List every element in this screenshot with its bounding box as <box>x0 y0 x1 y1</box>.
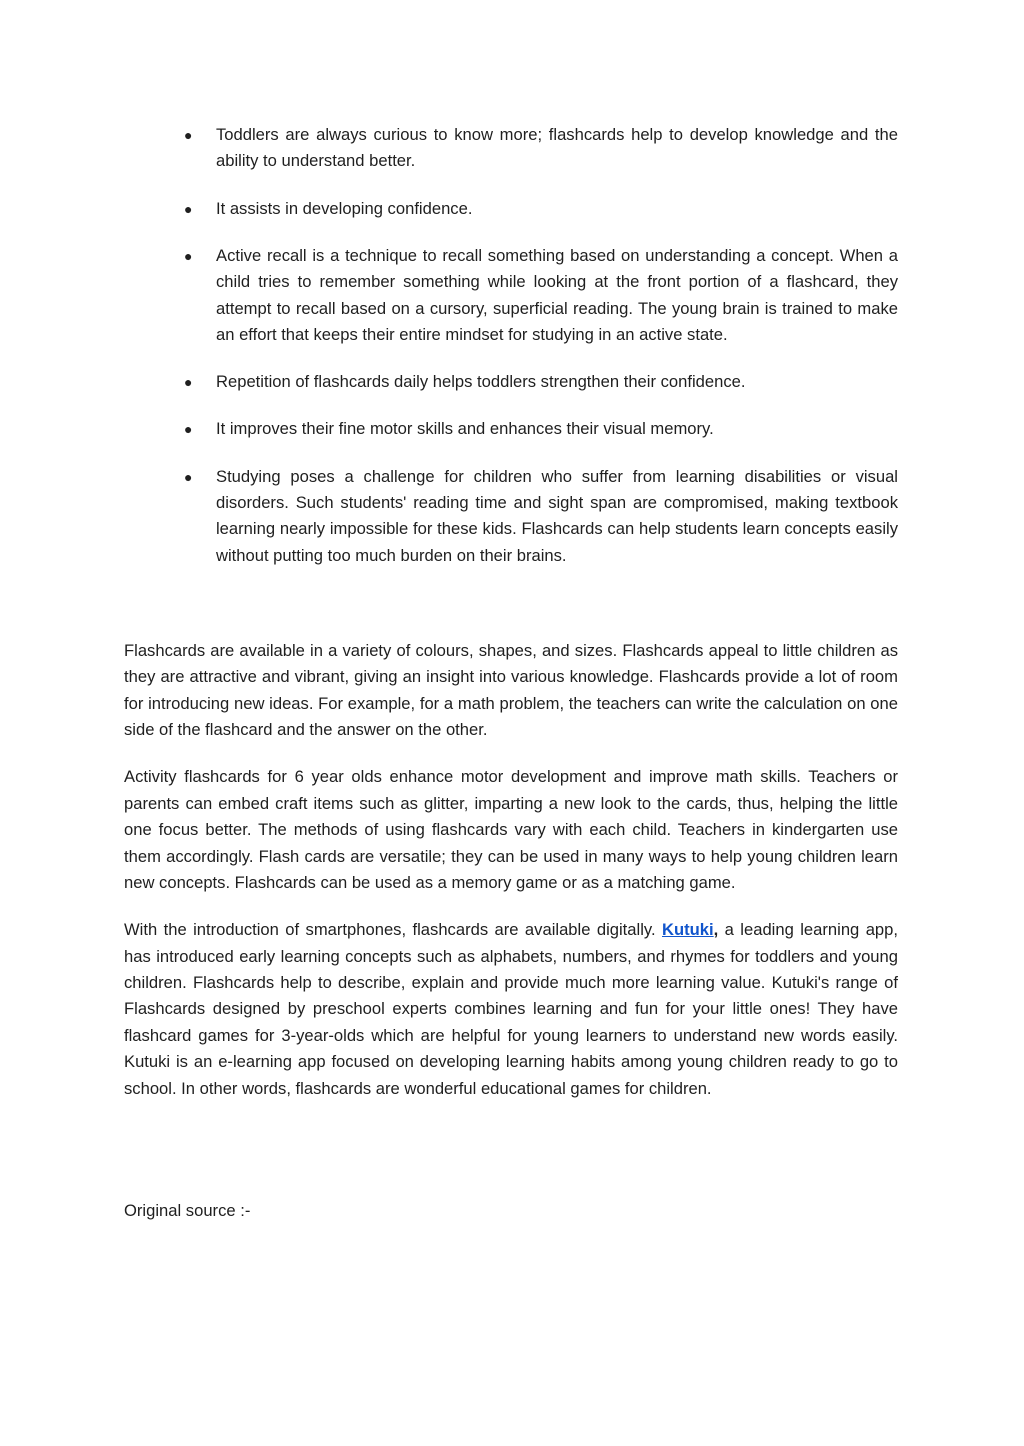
bullet-text: Active recall is a technique to recall something based on understanding a concept. When a child tries to remember something while looking at the front portion of a flashcard, they attempt to recall based on a cursory, superficial reading. The young brain is trained to make an effort that keeps their entire mindset for studying in an active state. <box>216 245 898 345</box>
bullet-dot-icon: ● <box>184 200 193 217</box>
bullet-text: Repetition of flashcards daily helps toddlers strengthen their confidence. <box>216 372 746 392</box>
paragraph-activity-flashcards: Activity flashcards for 6 year olds enhance motor development and improve math skills. Teachers or parents can embed craft items such as glitter, imparting a new look to the cards, thus, helping the little one focus better. The methods of using flashcards vary with each child. Teachers in kindergarten use them accordingly. Flash cards are versatile; they can be used in many ways to help young children learn new concepts. Flashcards can be used as a memory game or as a matching game. <box>124 767 898 893</box>
bullet-item <box>184 122 898 175</box>
bullet-item <box>184 196 898 222</box>
paragraph-text-before-link: With the introduction of smartphones, flashcards are available digitally. <box>124 920 662 940</box>
bullet-item <box>184 369 898 395</box>
bullet-dot-icon: ● <box>184 421 193 438</box>
bullet-dot-icon: ● <box>184 127 193 143</box>
paragraph-comma: , <box>713 920 719 940</box>
benefits-bullet-list <box>184 122 898 590</box>
bullet-text: Toddlers are always curious to know more; flashcards help to develop knowledge and the ability to understand better. <box>216 125 898 171</box>
bullet-dot-icon: ● <box>184 374 193 391</box>
bullet-item <box>184 416 898 442</box>
bullet-item <box>184 464 898 570</box>
bullet-text: Studying poses a challenge for children who suffer from learning disabilities or visual disorders. Such students' reading time and sight span are compromised, making textbook learning nearly impossible for these kids. Flashcards can help students learn concepts easily without putting too much burden on their brains. <box>216 466 898 565</box>
paragraph-digital-flashcards <box>124 917 898 1102</box>
bullet-text: It improves their fine motor skills and enhances their visual memory. <box>216 419 714 439</box>
paragraph-text-after-link: a leading learning app, has introduced early learning concepts such as alphabets, numbers, and rhymes for toddlers and young children. Flashcards help to describe, explain and provide much more learning value. Kutuki's range of Flashcards designed by preschool experts combines learning and fun for your little ones! They have flashcard games for 3-year-olds which are helpful for young learners to understand new words easily. Kutuki is an e-learning app focused on developing learning habits among young children ready to go to school. In other words, flashcards are wonderful educational games for children. <box>124 920 898 1098</box>
body-text-section <box>124 638 898 1123</box>
bullet-dot-icon: ● <box>184 468 193 485</box>
bullet-dot-icon: ● <box>184 247 193 264</box>
bullet-item <box>184 243 898 349</box>
kutuki-link[interactable]: Kutuki <box>662 920 714 940</box>
original-source-label: Original source :- <box>124 1201 251 1220</box>
bullet-text: It assists in developing confidence. <box>216 198 473 218</box>
paragraph-flashcard-variety: Flashcards are available in a variety of colours, shapes, and sizes. Flashcards appeal to little children as they are attractive and vibrant, giving an insight into various knowledge. Flashcards provide a lot of room for introducing new ideas. For example, for a math problem, the teachers can write the calculation on one side of the flashcard and the answer on the other. <box>124 641 898 740</box>
